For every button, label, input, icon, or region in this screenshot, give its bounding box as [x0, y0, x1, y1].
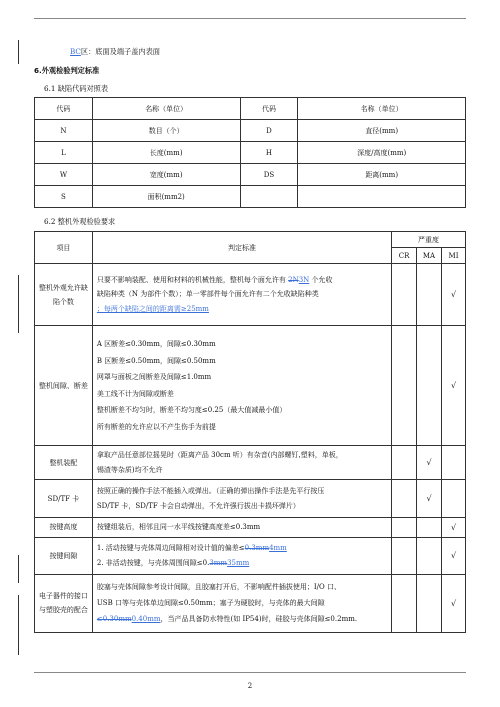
table-row: L 长度(mm) H 深度/高度(mm) — [35, 142, 466, 164]
check-mark: √ — [442, 574, 466, 632]
criteria-cell: 只要不影响装配、使用和材料的机械性能，整机每个面允许有 2N3N 个允收 缺陷种类（N 为部件个数）；单一零部件每个面允许有二个允收缺陷种类 ；每两个缺陷之间的距离需≥25mm — [92, 264, 391, 326]
table-header-row: CR MA MI — [35, 248, 466, 264]
check-mark: √ — [442, 537, 466, 574]
table-row: 整机装配 拿取产品任意部位摇晃时（距离产品 30cm 听）有杂音(内部螺钉,塑料，单板， 锡渣等杂质)均不允许 √ — [35, 446, 466, 480]
criteria-cell: 按键组装后，相邻且同一水平线按键高度差≤0.3mm — [92, 518, 391, 538]
table-row: N 数目（个） D 直径(mm) — [35, 120, 466, 142]
table-row: S 面积(mm2) — [35, 186, 466, 208]
table-header-row: 项目 判定标准 严重度 — [35, 232, 466, 248]
criteria-cell: 胶塞与壳体间隙参考设计间隙，且胶塞打开后，不影响配件插拔使用；I/O 口、 USB 口等与壳体单边间隙≤0.50mm；塞子为硬胶时，与壳体的最大间隙 ≤0.30mm0.40mm，当产品具备防水特性(如 IP54)时，硅胶与壳体间隙≤0.2mm. — [92, 574, 391, 632]
defect-code-table — [34, 97, 466, 208]
criteria-cell: 拿取产品任意部位摇晃时（距离产品 30cm 听）有杂音(内部螺钉,塑料，单板， 锡渣等杂质)均不允许 — [92, 446, 391, 480]
intro-line: BC区：底面及端子盖内表面 — [70, 47, 160, 56]
subsection-title: 6.2 整机外观检验要求 — [44, 217, 116, 226]
header-rule — [34, 18, 466, 19]
change-bar — [18, 275, 19, 333]
section-title: 6.外观检验判定标准 — [34, 66, 100, 75]
check-mark: √ — [442, 518, 466, 538]
check-mark: √ — [442, 326, 466, 446]
change-bar — [18, 595, 19, 655]
table-row: SD/TF 卡 按照正确的操作手法不能插入或弹出。（正确的弹出操作手法是先平行按压 SD/TF 卡，SD/TF 卡会自动弹出，不允许强行拔出卡损坏弹片） √ — [35, 480, 466, 518]
check-mark: √ — [417, 480, 442, 518]
inspection-requirements-table — [34, 231, 466, 633]
criteria-cell: A 区断差≤0.30mm，间隙≤0.30mm B 区断差≤0.50mm，间隙≤0.50mm 网罩与面板之间断差及间隙≤1.0mm 美工线不计为间隙或断差 整机断差不均匀时，断差不均匀度≤0.25（最大值减最小值） 所有断差的允许应以不产生伤手为前提 — [92, 326, 391, 446]
table-row: 整机间隙、断差 A 区断差≤0.30mm，间隙≤0.30mm B 区断差≤0.50mm，间隙≤0.50mm 网罩与面板之间断差及间隙≤1.0mm 美工线不计为间隙或断差 整机断差不均匀时，断差不均匀度≤0.25（最大值减最小值） 所有断差的允许应以不产生伤手为前提 √ — [35, 326, 466, 446]
change-bar — [18, 40, 19, 64]
page-number: 2 — [247, 682, 253, 690]
check-mark: √ — [417, 446, 442, 480]
criteria-cell: 1. 活动按键与壳体周边间隙相对设计值的偏差≤0.3mm4mm 2. 非活动按键，与壳体周围间隙≤0.3mm35mm — [92, 537, 391, 574]
footer-rule — [34, 672, 466, 673]
table-row: 整机外观允许缺陷个数 只要不影响装配、使用和材料的机械性能，整机每个面允许有 2N3N 个允收 缺陷种类（N 为部件个数）；单一零部件每个面允许有二个允收缺陷种类 ；每两个缺陷之间的距离需≥25mm √ — [35, 264, 466, 326]
criteria-cell: 按照正确的操作手法不能插入或弹出。（正确的弹出操作手法是先平行按压 SD/TF 卡，SD/TF 卡会自动弹出，不允许强行拔出卡损坏弹片） — [92, 480, 391, 518]
table-row: 按键间隙 1. 活动按键与壳体周边间隙相对设计值的偏差≤0.3mm4mm 2. 非活动按键，与壳体周围间隙≤0.3mm35mm √ — [35, 537, 466, 574]
subsection-title: 6.1 缺陷代码对照表 — [44, 84, 109, 93]
change-bar — [18, 555, 19, 583]
table-header-row: 代码 名称（单位） 代码 名称（单位） — [35, 98, 466, 120]
table-row: 按键高度 按键组装后，相邻且同一水平线按键高度差≤0.3mm √ — [35, 518, 466, 538]
table-row: 电子器件的接口与塑胶壳的配合 胶塞与壳体间隙参考设计间隙，且胶塞打开后，不影响配件插拔使用；I/O 口、 USB 口等与壳体单边间隙≤0.50mm；塞子为硬胶时，与壳体的最大间隙 ≤0.30mm0.40mm，当产品具备防水特性(如 IP54)时，硅胶与壳体间隙≤0.2mm. √ — [35, 574, 466, 632]
check-mark: √ — [442, 264, 466, 326]
table-row: W 宽度(mm) DS 距离(mm) — [35, 164, 466, 186]
